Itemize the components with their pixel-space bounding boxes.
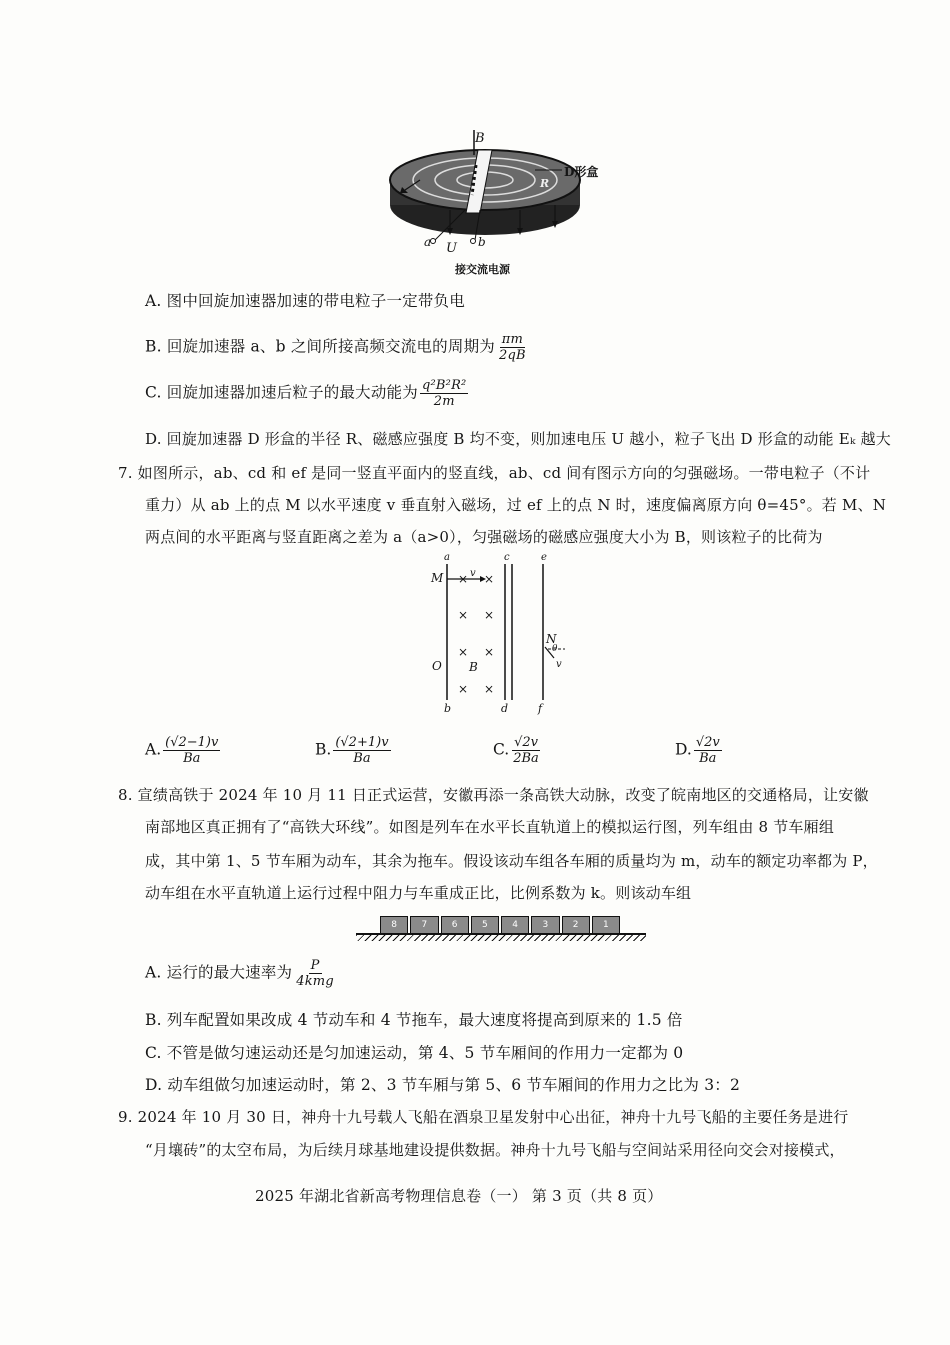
q7-option-d-den: Ba [699,751,717,766]
q6-option-a: A. 图中回旋加速器加速的带电粒子一定带负电 [145,292,465,310]
field-B-label: B [469,660,478,674]
train-car-7: 7 [410,916,438,934]
q6-option-b-fraction [497,332,528,363]
train-car-5: 5 [471,916,499,934]
point-N-label: N [546,632,557,646]
q7-option-b-num: (√2+1)v [335,735,389,750]
q8-line-1: 8. 宣绩高铁于 2024 年 10 月 11 日正式运营，安徽再添一条高铁大动脉，改变了皖南地区的交通格局，让安徽 [118,786,869,804]
cyclotron-diagram [380,125,620,275]
train-cars [380,916,620,932]
radius-label-R: R [540,177,550,190]
q7-option-c-fraction [511,735,541,766]
terminal-b-label: b [478,235,486,249]
q7-option-a-num: (√2−1)v [165,735,219,750]
q6-option-d: D. 回旋加速器 D 形盒的半径 R、磁感应强度 B 均不变，则加速电压 U 越小，粒子飞出 D 形盒的动能 Eₖ 越大 [145,430,891,448]
voltage-U-label: U [446,241,457,256]
point-M-label: M [431,571,444,585]
q7-option-d [675,735,724,766]
q9-line-1: 9. 2024 年 10 月 30 日，神舟十九号载人飞船在酒泉卫星发射中心出征，神舟十九号飞船的主要任务是进行 [118,1108,849,1126]
q8-line-4: 动车组在水平直轨道上运行过程中阻力与车重成正比，比例系数为 k。则该动车组 [145,884,692,902]
q6-option-b [145,332,530,363]
q8-option-a-num: P [310,958,320,973]
field-cross: × [458,645,469,659]
terminal-a-label: a [424,235,432,249]
q8-option-b: B. 列车配置如果改成 4 节动车和 4 节拖车，最大速度将提高到原来的 1.5 倍 [145,1011,683,1029]
velocity-v-label: v [470,568,476,579]
q7-option-b-den: Ba [353,751,371,766]
q8-option-a [145,958,338,989]
train-figure [356,914,646,942]
q6-option-b-num: πm [501,332,523,347]
train-car-1: 1 [592,916,620,934]
field-label-B: B [475,131,485,146]
field-cross: × [484,572,495,586]
point-O-label: O [432,659,442,673]
q7-option-d-fraction [694,735,722,766]
line-f-label: f [538,702,543,715]
q6-option-c [145,378,470,409]
field-cross: × [458,572,469,586]
q6-option-c-den: 2m [433,394,455,409]
q8-option-a-text: A. 运行的最大速率为 [145,963,293,982]
cyclotron-figure [380,125,620,285]
q7-option-b-fraction [333,735,390,766]
q6-option-c-fraction [420,378,469,409]
q7-option-d-num: √2v [695,735,720,750]
train-car-4: 4 [501,916,529,934]
q7-line-3: 两点间的水平距离与竖直距离之差为 a（a>0），匀强磁场的磁感应强度大小为 B，则该粒子的比荷为 [145,528,823,546]
field-cross: × [458,608,469,622]
train-car-2: 2 [562,916,590,934]
q9-line-2: “月壤砖”的太空布局，为后续月球基地建设提供数据。神舟十九号飞船与空间站采用径向交会对接模式， [145,1141,845,1159]
line-c-label: c [504,552,510,563]
q7-option-c-label: C. [493,740,510,759]
q8-option-a-fraction [294,958,336,989]
q7-option-b [315,735,393,766]
field-cross: × [484,682,495,696]
q6-option-c-text: C. 回旋加速器加速后粒子的最大动能为 [145,383,418,402]
train-car-3: 3 [531,916,559,934]
q7-option-c [493,735,543,766]
q7-option-c-num: √2v [514,735,538,750]
q7-option-a-fraction [163,735,220,766]
figure-caption: 接交流电源 [455,263,510,276]
q6-option-b-den: 2qB [498,348,526,363]
angle-theta-label: θ [552,644,558,654]
exit-velocity-v-label: v [556,659,562,670]
q8-line-2: 南部地区真正拥有了“高铁大环线”。如图是列车在水平长直轨道上的模拟运行图，列车组由 8 节车厢组 [145,818,835,836]
d-box-label: D形盒 [564,165,599,179]
line-e-label: e [541,552,547,563]
q8-line-3: 成，其中第 1、5 节车厢为动车，其余为拖车。假设该动车组各车厢的质量均为 m，动车的额定功率都为 P， [145,852,878,870]
q7-option-d-label: D. [675,740,692,759]
track-hatching [356,935,646,941]
q7-line-1: 7. 如图所示，ab、cd 和 ef 是同一竖直平面内的竖直线，ab、cd 间有图示方向的匀强磁场。一带电粒子（不计 [118,464,871,482]
q7-option-b-label: B. [315,740,332,759]
q7-field-lines [420,552,590,717]
line-d-label: d [501,702,509,715]
q8-option-d: D. 动车组做匀加速运动时，第 2、3 节车厢与第 5、6 节车厢间的作用力之比为 3：2 [145,1076,741,1094]
q7-option-c-den: 2Ba [513,751,539,766]
q8-option-c: C. 不管是做匀速运动还是匀加速运动，第 4、5 节车厢间的作用力一定都为 0 [145,1044,684,1062]
field-cross: × [458,682,469,696]
q6-option-b-text: B. 回旋加速器 a、b 之间所接高频交流电的周期为 [145,337,495,356]
field-cross: × [484,645,495,659]
line-b-label: b [444,702,452,715]
q7-option-a [145,735,222,766]
q7-line-2: 重力）从 ab 上的点 M 以水平速度 v 垂直射入磁场，过 ef 上的点 N 时，速度偏离原方向 θ=45°。若 M、N [145,496,887,514]
field-cross: × [484,608,495,622]
q8-option-a-den: 4kmg [296,974,334,989]
line-a-label: a [444,552,450,563]
train-car-6: 6 [441,916,469,934]
q7-magnetic-field-figure [420,552,590,717]
q7-option-a-den: Ba [183,751,201,766]
q7-option-a-label: A. [145,740,162,759]
train-car-8: 8 [380,916,408,934]
q6-option-c-num: q²B²R² [421,378,467,393]
page-footer: 2025 年湖北省新高考物理信息卷（一） 第 3 页（共 8 页） [255,1187,663,1205]
